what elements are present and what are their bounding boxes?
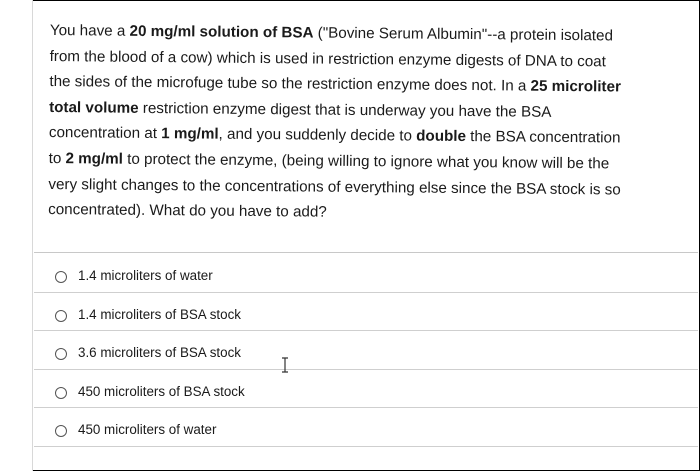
question-emphasis: 2 mg/ml xyxy=(65,150,124,168)
question-segment: , and you suddenly decide to xyxy=(218,125,417,145)
question-segment: concentration at xyxy=(48,124,162,143)
answer-option[interactable] xyxy=(34,331,698,370)
answer-option[interactable] xyxy=(34,293,698,332)
question-segment: from the blood of a cow) which is used in restriction enzyme digests of DNA to coat xyxy=(49,47,606,70)
answer-option-label[interactable]: 3.6 microliters of BSA stock xyxy=(78,345,241,360)
radio-button-icon[interactable] xyxy=(55,348,67,360)
answer-option-label[interactable]: 450 microliters of water xyxy=(78,422,217,437)
answer-option-label[interactable]: 1.4 microliters of BSA stock xyxy=(78,306,241,322)
text-cursor-icon xyxy=(280,357,290,373)
answer-options xyxy=(34,254,698,447)
question-segment: restriction enzyme digest that is underway you have the BSA xyxy=(138,99,552,121)
question-segment: You have a xyxy=(49,21,130,40)
question-emphasis: 1 mg/ml xyxy=(161,125,219,143)
question-segment: to xyxy=(48,149,66,168)
question-emphasis: 20 mg/ml solution of BSA xyxy=(129,22,314,42)
answer-option-label[interactable]: 1.4 microliters of water xyxy=(78,268,213,283)
options-divider xyxy=(34,252,698,253)
question-text xyxy=(48,18,670,229)
answer-option[interactable] xyxy=(34,254,698,293)
radio-button-icon[interactable] xyxy=(55,271,67,283)
question-segment: the sides of the microfuge tube so the restriction enzyme does not. In a xyxy=(49,73,531,95)
question-emphasis: total volume xyxy=(49,98,139,117)
question-segment: ("Bovine Serum Albumin"--a protein isolated xyxy=(313,24,614,45)
answer-option[interactable] xyxy=(34,408,698,447)
answer-option[interactable] xyxy=(34,370,698,409)
left-margin xyxy=(0,0,33,471)
question-segment: concentrated). What do you have to add? xyxy=(48,201,327,221)
radio-button-icon[interactable] xyxy=(55,425,67,437)
radio-button-icon[interactable] xyxy=(55,310,67,322)
question-segment: the BSA concentration xyxy=(465,128,621,147)
question-emphasis: double xyxy=(416,127,467,146)
radio-button-icon[interactable] xyxy=(55,387,67,399)
question-emphasis: 25 microliter xyxy=(530,77,621,96)
answer-option-label[interactable]: 450 microliters of BSA stock xyxy=(78,383,245,399)
question-segment: very slight changes to the concentrations of everything else since the BSA stock is so xyxy=(48,175,621,199)
question-segment: to protect the enzyme, (being willing to ignore what you know will be the xyxy=(122,150,610,173)
